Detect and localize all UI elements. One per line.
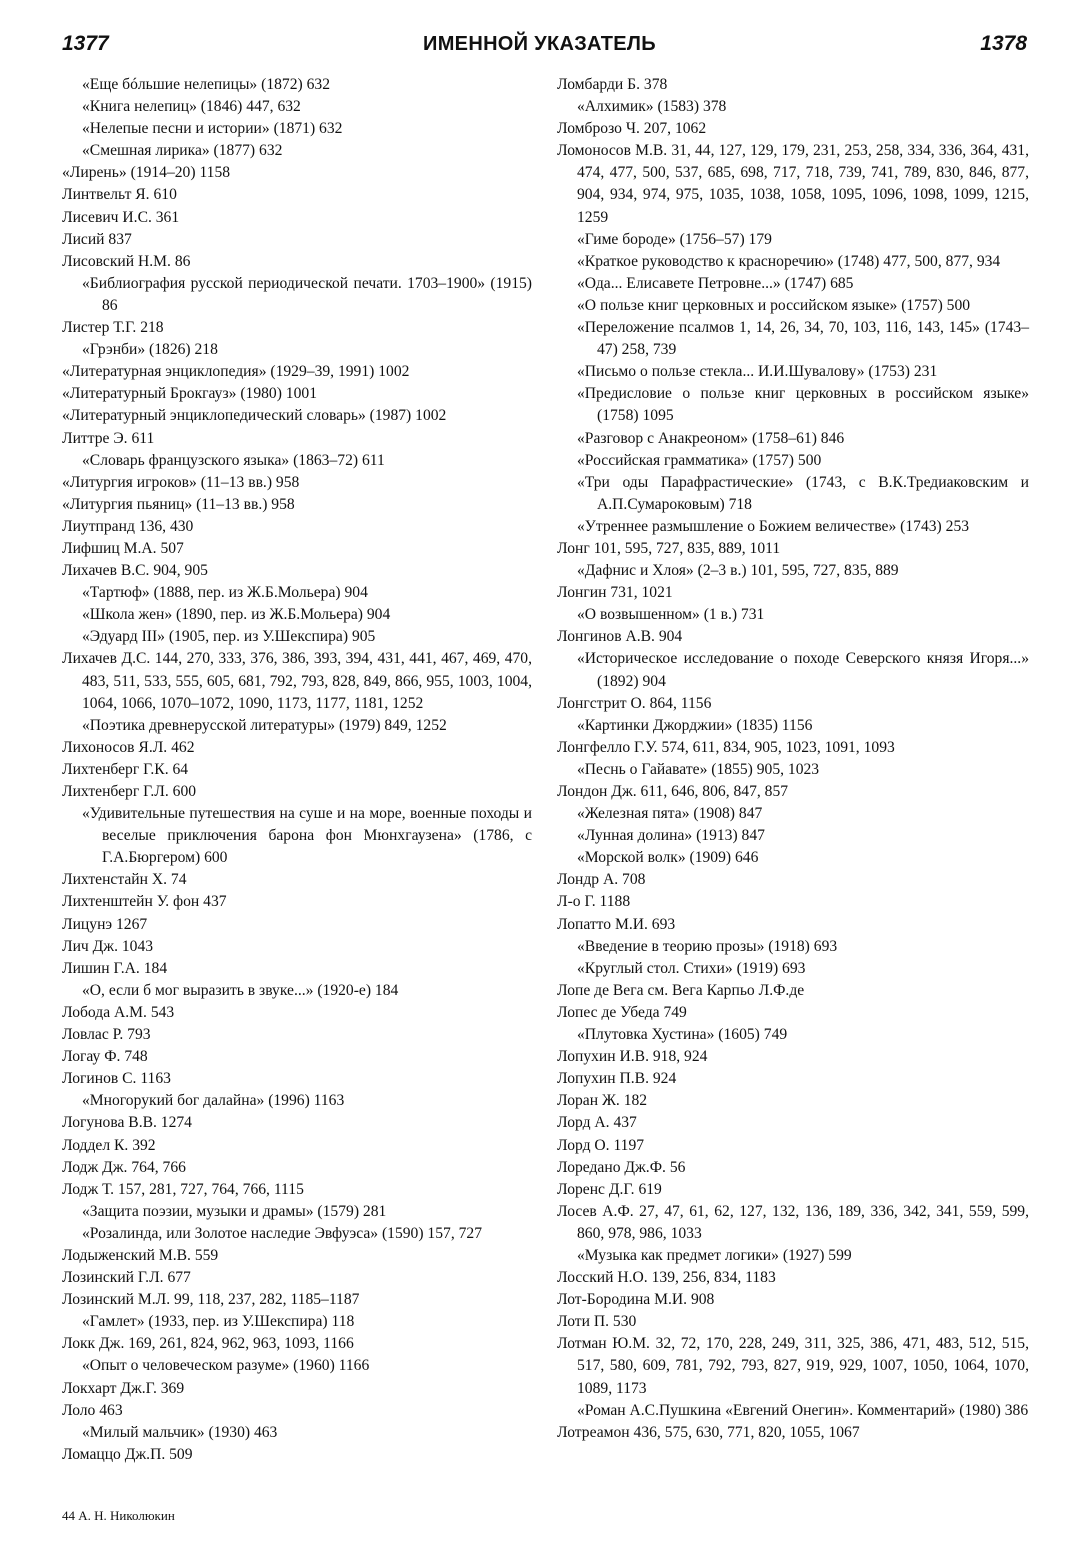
index-subentry: «Удивительные путешествия на суше и на море, военные походы и веселые приключения барона фон Мюнхгаузена» (1786, с Г.А.Бюргером) 600: [82, 805, 532, 867]
index-subentry: «Музыка как предмет логики» (1927) 599: [577, 1246, 852, 1264]
index-subentry: «О, если б мог выразить в звуке...» (1920-е) 184: [82, 981, 399, 999]
index-subentry: «Переложение псалмов 1, 14, 26, 34, 70, 103, 116, 143, 145» (1743–47) 258, 739: [577, 319, 1029, 359]
index-subentry: «Словарь французского языка» (1863–72) 611: [82, 451, 385, 469]
index-entry: Ломброзо Ч. 207, 1062: [557, 120, 707, 138]
index-entry: Логау Ф. 748: [62, 1048, 148, 1066]
index-entry: Лихтенштейн У. фон 437: [62, 893, 227, 911]
index-entry: Логинов С. 1163: [62, 1070, 171, 1088]
index-entry: Лорд А. 437: [557, 1114, 637, 1132]
index-entry: Лопухин И.В. 918, 924: [557, 1048, 708, 1066]
index-entry: Лопатто М.И. 693: [557, 915, 676, 933]
index-entry: Лицунэ 1267: [62, 915, 148, 933]
index-entry: Лич Дж. 1043: [62, 937, 154, 955]
index-subentry: «Смешная лирика» (1877) 632: [82, 142, 283, 160]
index-subentry: «Письмо о пользе стекла... И.И.Шувалову» (1753) 231: [577, 363, 938, 381]
index-subentry: «Поэтика древнерусской литературы» (1979) 849, 1252: [82, 716, 447, 734]
index-entry: Лисовский Н.М. 86: [62, 252, 191, 270]
index-entry: Лондон Дж. 611, 646, 806, 847, 857: [557, 783, 789, 800]
index-subentry: «Алхимик» (1583) 378: [577, 98, 727, 116]
page-number-left: 1377: [62, 32, 109, 55]
index-subentry: «Утреннее размышление о Божием величестве» (1743) 253: [577, 517, 970, 535]
index-entry: Лихтенберг Г.Л. 600: [62, 783, 197, 800]
index-subentry: «Историческое исследование о походе Северского князя Игоря...» (1892) 904: [577, 650, 1029, 690]
index-entry: Лонгинов А.В. 904: [557, 628, 683, 646]
index-entry: Лиутпранд 136, 430: [62, 517, 194, 535]
index-subentry: «Роман А.С.Пушкина «Евгений Онегин». Комментарий» (1980) 386: [577, 1401, 1029, 1419]
index-entry: Ломбарди Б. 378: [557, 76, 668, 93]
index-entry: Лопухин П.В. 924: [557, 1070, 677, 1088]
index-entry: Лосев А.Ф. 27, 47, 61, 62, 127, 132, 136, 189, 336, 342, 341, 559, 599, 860, 978, 986, 1033: [557, 1202, 1029, 1242]
index-subentry: «Плутовка Хустина» (1605) 749: [577, 1026, 788, 1044]
index-entry: Лисий 837: [62, 230, 132, 248]
index-subentry: «Книга нелепиц» (1846) 447, 632: [82, 98, 301, 116]
page-number-right: 1378: [980, 32, 1027, 55]
index-entry: Лоран Ж. 182: [557, 1092, 648, 1110]
index-subentry: «Еще бóльшие нелепицы» (1872) 632: [82, 76, 330, 93]
index-subentry: «Гиме бороде» (1756–57) 179: [577, 230, 772, 248]
index-entry: Лифшиц М.А. 507: [62, 539, 184, 557]
index-subentry: «Нелепые песни и истории» (1871) 632: [82, 120, 343, 138]
index-subentry: «Морской волк» (1909) 646: [577, 849, 759, 867]
index-subentry: «Разговор с Анакреоном» (1758–61) 846: [577, 429, 845, 447]
index-subentry: «О пользе книг церковных и российском языке» (1757) 500: [577, 296, 971, 314]
index-entry: Литтре Э. 611: [62, 429, 155, 447]
index-entry: Лорд О. 1197: [557, 1136, 645, 1154]
index-subentry: «Библиография русской периодической печати. 1703–1900» (1915) 86: [82, 274, 532, 314]
index-entry: Лодж Т. 157, 281, 727, 764, 766, 1115: [62, 1180, 304, 1198]
index-entry: Лодж Дж. 764, 766: [62, 1158, 186, 1176]
index-entry: Лонгстрит О. 864, 1156: [557, 694, 712, 712]
index-subentry: «Ода... Елисавете Петровне...» (1747) 685: [577, 274, 854, 292]
index-entry: Линтвельт Я. 610: [62, 186, 177, 204]
index-entry: Лонг 101, 595, 727, 835, 889, 1011: [557, 539, 781, 557]
index-subentry: «Предисловие о пользе книг церковных в российском языке» (1758) 1095: [577, 385, 1029, 425]
index-entry: Лотман Ю.М. 32, 72, 170, 228, 249, 311, 325, 386, 471, 483, 512, 515, 517, 580, 609, 781, 792, 793, 827, 919, 929, 1007, 1050, 1064, 1070, 1089, 1173: [557, 1335, 1029, 1397]
index-entry: Лоло 463: [62, 1401, 123, 1419]
index-subentry: «Введение в теорию прозы» (1918) 693: [577, 937, 838, 955]
index-entry: Лотреамон 436, 575, 630, 771, 820, 1055, 1067: [557, 1423, 860, 1441]
index-entry: Лозинский Г.Л. 677: [62, 1269, 191, 1287]
index-entry: Лот-Бородина М.И. 908: [557, 1291, 715, 1309]
index-entry: Лопе де Вега см. Вега Карпьо Л.Ф.де: [557, 981, 805, 999]
index-subentry: «Железная пята» (1908) 847: [577, 805, 763, 823]
page-title: ИМЕННОЙ УКАЗАТЕЛЬ: [423, 33, 656, 55]
index-entry: Лихтенберг Г.К. 64: [62, 760, 189, 778]
index-subentry: «Милый мальчик» (1930) 463: [82, 1423, 278, 1441]
index-entry: Лихоносов Я.Л. 462: [62, 738, 195, 756]
index-entry: Ломоносов М.В. 31, 44, 127, 129, 179, 231, 253, 258, 334, 336, 364, 431, 474, 477, 500, 537, 685, 698, 717, 718, 739, 741, 789, 830, 846, 877, 904, 934, 974, 975, 1035, 1038, 1058, 1095, 1096, 1098, 1099, 1215, 1259: [557, 142, 1029, 226]
index-subentry: «Эдуард III» (1905, пер. из У.Шекспира) 905: [82, 628, 376, 646]
index-entry: «Литургия пьяниц» (11–13 вв.) 958: [62, 495, 295, 513]
index-entry: Лихтенстайн Х. 74: [62, 871, 187, 889]
index-subentry: «Три оды Парафрастические» (1743, с В.К.Тредиаковским и А.П.Сумароковым) 718: [577, 473, 1029, 513]
index-entry: «Литературная энциклопедия» (1929–39, 1991) 1002: [62, 363, 410, 381]
index-entry: Логунова В.В. 1274: [62, 1114, 192, 1132]
index-subentry: «Защита поэзии, музыки и драмы» (1579) 281: [82, 1202, 387, 1220]
index-subentry: «Круглый стол. Стихи» (1919) 693: [577, 959, 806, 977]
index-subentry: «Тартюф» (1888, пер. из Ж.Б.Мольера) 904: [82, 584, 368, 602]
index-entry: Лопес де Убеда 749: [557, 1003, 687, 1021]
index-entry: Лоддел К. 392: [62, 1136, 156, 1154]
index-subentry: «Гамлет» (1933, пер. из У.Шекспира) 118: [82, 1313, 355, 1331]
index-entry: Лихачев В.С. 904, 905: [62, 562, 208, 580]
index-entry: Локк Дж. 169, 261, 824, 962, 963, 1093, 1166: [62, 1335, 354, 1353]
index-subentry: «О возвышенном» (1 в.) 731: [577, 606, 765, 624]
index-entry: Лишин Г.А. 184: [62, 959, 168, 977]
index-entry: Лодыженский М.В. 559: [62, 1246, 219, 1264]
index-column-right: [557, 74, 1029, 1444]
footer-signature: 44 А. Н. Николюкин: [62, 1508, 175, 1523]
index-subentry: «Многорукий бог далайна» (1996) 1163: [82, 1092, 345, 1110]
index-entry: Лозинский М.Л. 99, 118, 237, 282, 1185–1187: [62, 1291, 360, 1309]
index-entry: Лоренс Д.Г. 619: [557, 1180, 662, 1198]
index-entry: Лихачев Д.С. 144, 270, 333, 376, 386, 393, 394, 431, 441, 467, 469, 470, 483, 511, 533, 555, 605, 681, 792, 793, 828, 849, 866, 955, 1003, 1004, 1064, 1066, 1070–1072, 1090, 1173, 1177, 1181, 1252: [62, 650, 532, 712]
index-subentry: «Картинки Джорджии» (1835) 1156: [577, 716, 813, 734]
index-column-left: [62, 74, 532, 1466]
index-entry: Лисевич И.С. 361: [62, 208, 180, 226]
index-entry: «Литературный энциклопедический словарь» (1987) 1002: [62, 407, 447, 425]
index-subentry: «Опыт о человеческом разуме» (1960) 1166: [82, 1357, 370, 1375]
index-entry: Ломаццо Дж.П. 509: [62, 1445, 193, 1463]
index-entry: Лондр А. 708: [557, 871, 646, 889]
index-entry: Локхарт Дж.Г. 369: [62, 1379, 185, 1397]
index-entry: Лоредано Дж.Ф. 56: [557, 1158, 686, 1176]
index-entry: Лобода А.М. 543: [62, 1003, 175, 1021]
index-entry: «Литературный Брокгауз» (1980) 1001: [62, 385, 317, 403]
index-entry: «Лирень» (1914–20) 1158: [62, 164, 231, 182]
index-subentry: «Российская грамматика» (1757) 500: [577, 451, 822, 469]
index-entry: Лоти П. 530: [557, 1313, 637, 1331]
index-entry: Лонгфелло Г.У. 574, 611, 834, 905, 1023, 1091, 1093: [557, 738, 895, 756]
index-entry: Лосский Н.О. 139, 256, 834, 1183: [557, 1269, 776, 1287]
index-entry: Листер Т.Г. 218: [62, 319, 164, 337]
index-subentry: «Краткое руководство к красноречию» (1748) 477, 500, 877, 934: [577, 252, 1001, 270]
index-subentry: «Лунная долина» (1913) 847: [577, 827, 765, 845]
index-subentry: «Песнь о Гайавате» (1855) 905, 1023: [577, 760, 820, 778]
index-subentry: «Школа жен» (1890, пер. из Ж.Б.Мольера) 904: [82, 606, 391, 624]
index-subentry: «Грэнби» (1826) 218: [82, 341, 218, 359]
index-subentry: «Дафнис и Хлоя» (2–3 в.) 101, 595, 727, 835, 889: [577, 562, 899, 580]
index-subentry: «Розалинда, или Золотое наследие Эвфуэса» (1590) 157, 727: [82, 1224, 483, 1242]
index-entry: Лонгин 731, 1021: [557, 584, 673, 602]
index-entry: «Литургия игроков» (11–13 вв.) 958: [62, 473, 300, 491]
index-entry: Л-о Г. 1188: [557, 893, 631, 911]
index-entry: Ловлас Р. 793: [62, 1026, 151, 1044]
